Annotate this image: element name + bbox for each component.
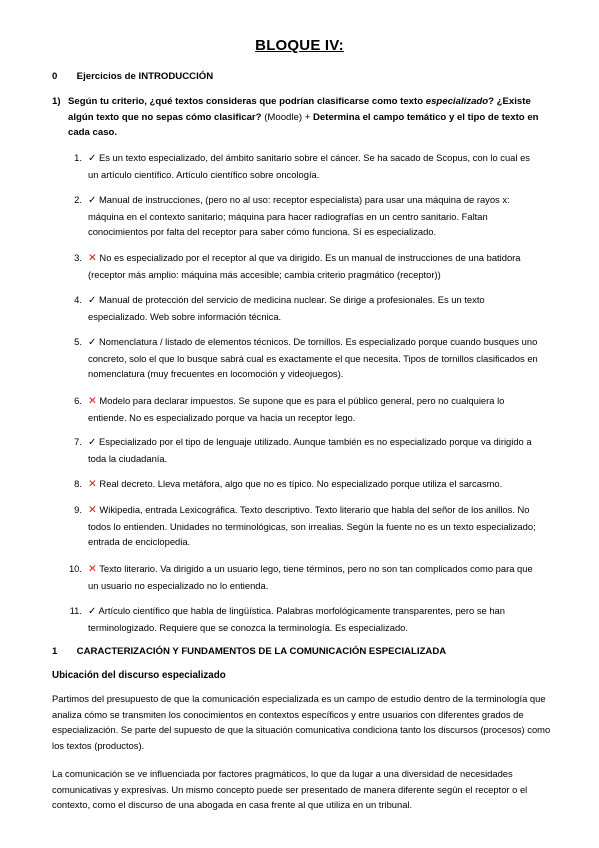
list-item [64,192,542,240]
question-number: 1) [52,96,61,107]
question-text [68,94,552,141]
item-text: Manual de instrucciones, (pero no al uso: receptor especialista) para usar una máquina de rayos x: máquina en el contexto sanitario; máquina para hacer radiografías en un centro sanitario. Faltan conocimientos por falta del receptor para saber cómo funciona. Sí es especializado. [88,194,510,237]
checkmark-icon: ✓ [88,437,97,448]
section-heading-0 [52,71,213,82]
item-text: Wikipedia, entrada Lexicográfica. Texto descriptivo. Texto literario que habla del señor de los anillos. No todos lo entienden. Unidades no terminológicas, son irrealias. Según la fuente no es un texto especializado; entrada de enciclopedia. [88,504,536,547]
list-item [64,250,542,282]
list-item [64,561,542,593]
checkmark-icon: ✓ [88,153,97,164]
list-item [64,292,542,324]
section-label: Ejercicios de INTRODUCCIÓN [76,71,214,82]
section-heading-1 [52,646,446,657]
item-number: 4. [74,294,82,305]
item-number: 6. [74,395,82,406]
list-item [64,393,542,425]
item-text: Especializado por el tipo de lenguaje utilizado. Aunque también es no especializado porque va dirigido a toda la ciudadanía. [88,436,532,464]
question-1 [52,94,552,141]
question-italic-term: especializado [425,96,489,107]
checkmark-icon: ✓ [88,295,97,306]
item-number: 9. [74,504,82,515]
checkmark-icon: ✓ [88,195,97,206]
item-text: No es especializado por el receptor al que va dirigido. Es un manual de instrucciones de una batidora (receptor más amplio: máquina más accesible; cambia criterio pragmático (receptor)) [88,252,521,280]
item-number: 1. [74,152,82,163]
item-number: 5. [74,336,82,347]
list-item [64,603,542,635]
item-text: Es un texto especializado, del ámbito sanitario sobre el cáncer. Se ha sacado de Scopus, con lo cual es un artículo científico. Artículo científico sobre oncología. [88,152,530,180]
question-part-4: Determina el campo temático y el tipo de texto en cada caso. [68,111,539,138]
cross-icon: ✕ [88,252,97,264]
question-part-3: (Moodle) + [261,111,313,123]
section-number: 0 [52,71,58,82]
checkmark-icon: ✓ [88,606,97,617]
subheading: Ubicación del discurso especializado [52,670,226,681]
section-label: CARACTERIZACIÓN Y FUNDAMENTOS DE LA COMUNICACIÓN ESPECIALIZADA [76,646,447,657]
list-item [64,476,542,493]
question-part-2: ? ¿Existe algún texto que no sepas cómo clasificar? [68,96,531,123]
paragraph: Partimos del presupuesto de que la comunicación especializada es un campo de estudio dentro de la terminología que analiza cómo se transmiten los conocimientos en contextos específicos y entre usuarios con diferentes grados de especialización. Se parte del supuesto de que la situación comunicativa condiciona tanto los discursos (procesos) como los textos (productos). [52,693,551,751]
item-number: 11. [69,605,82,616]
cross-icon: ✕ [88,504,97,516]
item-text: Nomenclatura / listado de elementos técnicos. De tornillos. Es especializado porque cuando busques uno concreto, solo el que lo busque sabrá cual es exactamente el que necesita. Tipos de tornillos clasificados en nomenclatura (muy frecuentes en locomoción y videojuegos). [88,336,538,379]
cross-icon: ✕ [88,563,97,575]
paragraph: La comunicación se ve influenciada por factores pragmáticos, lo que da lugar a una diversidad de necesidades comunicativas y expresivas. Un mismo concepto puede ser presentado de manera diferente según el receptor o el contexto, como el discurso de una abogada en casa frente al que utiliza en un tribunal. [52,768,528,810]
list-item [64,502,542,550]
item-number: 3. [74,252,82,263]
item-text: Texto literario. Va dirigido a un usuario lego, tiene términos, pero no son tan complicados como para que un usuario no especializado no lo entienda. [88,563,533,591]
list-item [64,434,542,466]
cross-icon: ✕ [88,395,97,407]
section-number: 1 [52,646,58,657]
question-part-1: Según tu criterio, ¿qué textos consideras que podrían clasificarse como texto [68,96,426,107]
list-item [64,334,542,382]
list-item [64,150,542,182]
page-title: BLOQUE IV: [255,37,344,54]
item-text: Modelo para declarar impuestos. Se supone que es para el público general, pero no cualquiera lo entiende. No es especializado porque va hacia un receptor lego. [88,395,505,423]
cross-icon: ✕ [88,478,97,490]
item-number: 2. [74,194,82,205]
item-text: Artículo científico que habla de lingüística. Palabras morfológicamente transparentes, pero se han terminologizado. Requiere que se conozca la terminología. Es especializado. [88,605,505,633]
checkmark-icon: ✓ [88,337,97,348]
item-number: 8. [74,478,82,489]
item-number: 10. [68,563,82,574]
item-number: 7. [74,436,82,447]
item-text: Real decreto. Lleva metáfora, algo que no es típico. No especializado porque utiliza el sarcasmo. [99,478,503,489]
item-text: Manual de protección del servicio de medicina nuclear. Se dirige a profesionales. Es un texto especializado. Web sobre información técnica. [88,294,485,322]
